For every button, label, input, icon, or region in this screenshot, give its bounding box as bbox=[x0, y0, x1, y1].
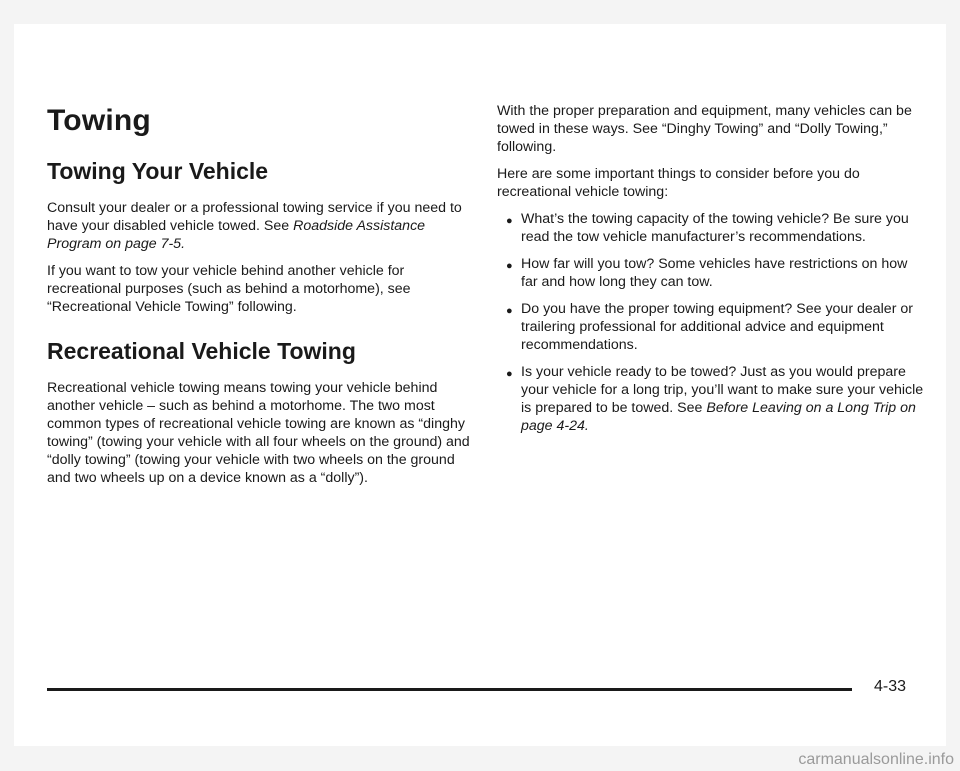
list-item-text: Do you have the proper towing equipment? See your dealer or trailering professional for additional advice and equipment recommendations. bbox=[521, 301, 913, 353]
bullet-icon: ● bbox=[506, 305, 513, 317]
list-item-text: What’s the towing capacity of the towing vehicle? Be sure you read the tow vehicle manufacturer’s recommendations. bbox=[521, 211, 909, 245]
list-item bbox=[497, 300, 927, 354]
consult-text: Consult your dealer or a professional towing service if you need to have your disabled vehicle towed. See bbox=[47, 200, 462, 234]
list-item-text: Is your vehicle ready to be towed? Just as you would prepare your vehicle for a long trip, you’ll want to make sure your vehicle is prepared to be towed. See bbox=[521, 364, 924, 416]
watermark: carmanualsonline.info bbox=[798, 751, 954, 768]
list-item bbox=[497, 255, 927, 291]
manual-page bbox=[14, 24, 946, 746]
section-title: Towing bbox=[47, 104, 151, 137]
recreational-purposes-paragraph: If you want to tow your vehicle behind another vehicle for recreational purposes (such as behind a motorhome), see “Recreational Vehicle Towing” following. bbox=[47, 263, 411, 315]
page-number: 4-33 bbox=[873, 678, 906, 695]
list-item bbox=[497, 363, 927, 435]
consult-paragraph bbox=[47, 199, 477, 253]
right-column bbox=[497, 102, 927, 444]
list-item-text: How far will you tow? Some vehicles have restrictions on how far and how long they can tow. bbox=[521, 256, 908, 290]
bullet-icon: ● bbox=[506, 215, 513, 227]
towing-your-vehicle-heading: Towing Your Vehicle bbox=[47, 158, 269, 184]
considerations-intro-paragraph: Here are some important things to consider before you do recreational vehicle towing: bbox=[497, 166, 860, 200]
list-item bbox=[497, 210, 927, 246]
recreational-vehicle-towing-heading: Recreational Vehicle Towing bbox=[47, 338, 356, 364]
footer-rule bbox=[47, 688, 852, 691]
rv-towing-definition-paragraph: Recreational vehicle towing means towing your vehicle behind another vehicle – such as behind a motorhome. The two most common types of recreational vehicle towing are known as “dinghy towing” (towing your vehicle with all four wheels on the ground) and “dolly towing” (towing your vehicle with two wheels on the ground and two wheels up on a device known as a “dolly”). bbox=[47, 380, 470, 486]
bullet-icon: ● bbox=[506, 368, 513, 380]
considerations-list bbox=[497, 210, 927, 435]
left-column bbox=[47, 104, 477, 496]
long-trip-reference: Before Leaving on a Long Trip on page 4-24. bbox=[521, 400, 916, 434]
roadside-assistance-reference: Roadside Assistance Program on page 7-5. bbox=[47, 218, 426, 252]
bullet-icon: ● bbox=[506, 260, 513, 272]
proper-preparation-paragraph: With the proper preparation and equipment, many vehicles can be towed in these ways. See “Dinghy Towing” and “Dolly Towing,” following. bbox=[497, 103, 912, 155]
